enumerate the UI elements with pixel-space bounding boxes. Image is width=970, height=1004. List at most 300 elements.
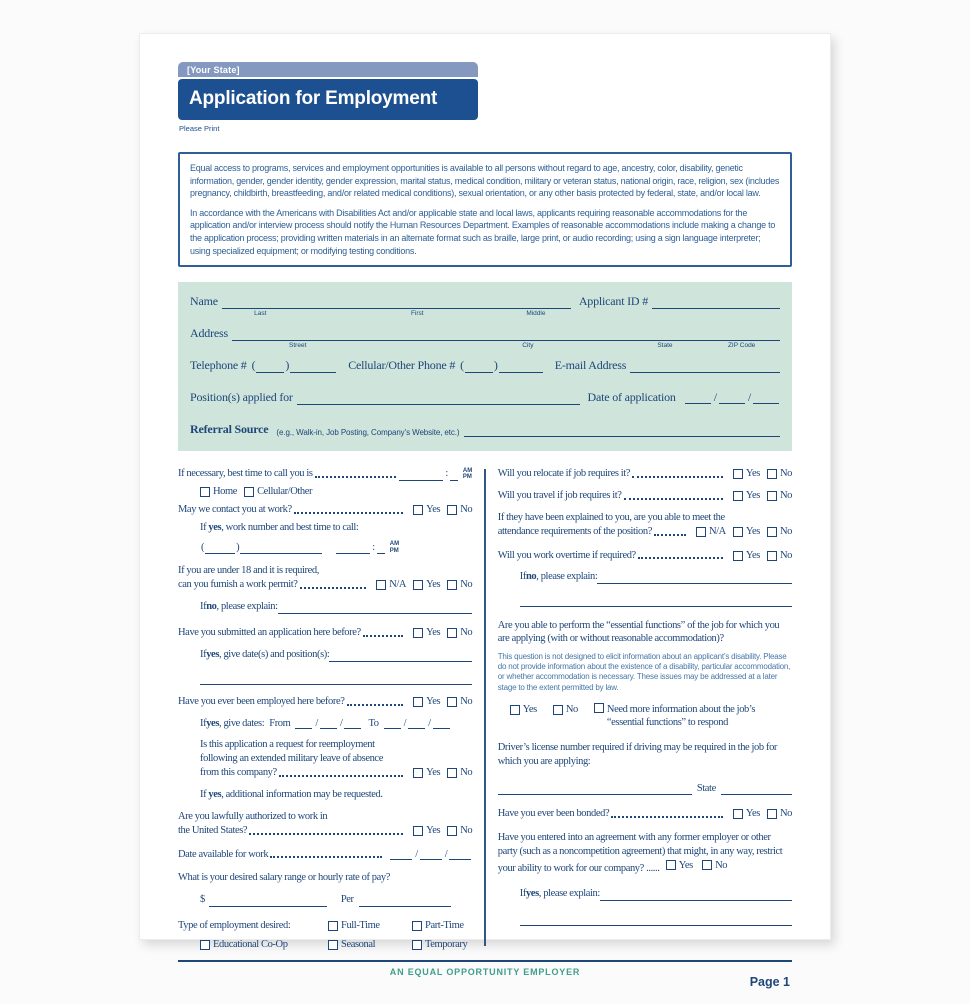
relocate-no-checkbox[interactable]	[767, 467, 792, 481]
attendance-question-line2	[498, 525, 792, 539]
date-available-field[interactable]	[389, 848, 472, 862]
best-time-minutes-field[interactable]	[450, 472, 458, 481]
checkbox-box	[413, 826, 423, 836]
referral-source-note: (e.g., Walk-in, Job Posting, Company’s Website, etc.)	[276, 428, 460, 438]
essential-functions-answers	[510, 703, 792, 729]
questions-section	[178, 467, 792, 952]
checkbox-box	[447, 580, 457, 590]
slash-separator: /	[428, 717, 431, 729]
checkbox-label: Seasonal	[341, 939, 376, 951]
checkbox-box	[696, 527, 706, 537]
page-number: Page 1	[749, 974, 790, 989]
bonded-no-checkbox[interactable]	[767, 807, 792, 821]
checkbox-box	[767, 551, 777, 561]
question-text: Have you ever been employed here before?	[178, 695, 345, 707]
note-text: If	[200, 789, 209, 801]
cellular-area-code-field[interactable]	[465, 364, 493, 373]
open-paren: (	[201, 541, 205, 553]
checkbox-label: No	[460, 503, 473, 515]
dotted-leader	[347, 704, 404, 706]
work-permit-yes-checkbox[interactable]	[413, 578, 440, 592]
dates-positions-field-line2[interactable]	[200, 676, 472, 685]
dotted-leader	[363, 635, 403, 637]
checkbox-label: Yes	[745, 490, 760, 502]
note-text: If	[200, 648, 207, 660]
checkbox-label: Need more information about the job’s “essential functions” to respond	[606, 704, 756, 729]
best-time-to-call-question	[178, 467, 472, 481]
authorized-question-line2	[178, 824, 472, 838]
phone-type-checkboxes	[200, 485, 472, 499]
cellular-other-checkbox[interactable]	[244, 485, 312, 499]
checkbox-label: No	[779, 525, 792, 537]
slash-separator: /	[444, 848, 448, 860]
address-sublabels	[232, 342, 780, 350]
state-tag: [Your State]	[178, 62, 478, 77]
note-text: , give date(s) and position(s):	[219, 648, 330, 660]
date-of-application-field[interactable]	[684, 390, 780, 405]
dotted-leader	[632, 476, 723, 478]
question-text: Date available for work	[178, 848, 269, 860]
part-time-checkbox[interactable]	[412, 919, 472, 933]
attendance-yes-checkbox[interactable]	[733, 525, 760, 539]
checkbox-box	[447, 768, 457, 778]
work-best-time-field[interactable]	[336, 545, 370, 554]
to-label: To	[368, 717, 379, 729]
from-label: From	[269, 717, 291, 729]
work-number-row	[200, 541, 472, 555]
date-available-question	[178, 848, 472, 862]
question-text: Will you travel if job requires it?	[497, 490, 622, 502]
checkbox-label: Educational Co-Op	[213, 939, 288, 951]
checkbox-label: Home	[213, 486, 238, 498]
date-segment[interactable]	[320, 720, 337, 729]
question-text: attendance requirements of the position?	[497, 525, 653, 537]
cellular-number-field[interactable]	[499, 364, 543, 373]
left-question-column	[178, 467, 472, 952]
name-row	[190, 294, 780, 318]
dotted-leader	[249, 833, 403, 835]
referral-source-field[interactable]	[464, 428, 781, 437]
checkbox-box	[733, 551, 743, 561]
note-text: , additional information may be requested.	[221, 789, 383, 801]
checkbox-box	[767, 527, 777, 537]
bonded-yes-checkbox[interactable]	[733, 807, 760, 821]
full-time-checkbox[interactable]	[328, 919, 412, 933]
per-label: Per	[340, 894, 354, 906]
note-text: , please explain:	[538, 888, 600, 900]
referral-row	[190, 422, 780, 437]
noncompete-explain-continuation	[520, 917, 792, 926]
travel-yes-checkbox[interactable]	[733, 489, 760, 503]
noncompete-question	[498, 831, 792, 875]
license-state-label: State	[696, 782, 716, 794]
positions-applied-label: Position(s) applied for	[190, 390, 293, 405]
overtime-no-checkbox[interactable]	[767, 549, 792, 563]
am-label: AM	[462, 467, 473, 474]
date-segment[interactable]	[384, 720, 401, 729]
name-sublabels	[222, 310, 571, 318]
checkbox-box	[328, 921, 338, 931]
best-time-field[interactable]	[399, 472, 443, 481]
cellular-label: Cellular/Other Phone #	[348, 358, 456, 373]
checkbox-label: No	[460, 579, 473, 591]
please-print-note: Please Print	[179, 124, 220, 133]
travel-no-checkbox[interactable]	[767, 489, 792, 503]
checkbox-label: Yes	[745, 808, 760, 820]
close-paren: )	[493, 358, 498, 373]
question-text: Will you relocate if job requires it?	[497, 468, 631, 480]
temporary-checkbox[interactable]	[412, 938, 472, 952]
work-permit-explain-field[interactable]	[278, 605, 473, 614]
to-date-field[interactable]	[383, 717, 451, 731]
dotted-leader	[654, 534, 686, 536]
date-month-field[interactable]	[685, 395, 711, 404]
checkbox-box	[447, 628, 457, 638]
date-segment[interactable]	[344, 720, 361, 729]
slash-separator: /	[403, 717, 407, 729]
checkbox-box	[767, 491, 777, 501]
slash-separator: /	[339, 717, 343, 729]
open-paren: (	[460, 358, 464, 373]
checkbox-box	[328, 940, 338, 950]
checkbox-box	[702, 860, 712, 870]
dotted-leader	[624, 498, 723, 500]
note-text: If	[200, 601, 207, 613]
checkbox-box	[376, 580, 386, 590]
authorized-no-checkbox[interactable]	[447, 824, 472, 838]
checkbox-box	[413, 697, 423, 707]
checkbox-box	[413, 580, 423, 590]
sublabel-zip: ZIP Code	[727, 342, 756, 350]
dotted-leader	[294, 512, 403, 514]
checkbox-label: Yes	[426, 579, 441, 591]
dotted-leader	[279, 775, 403, 777]
positions-applied-field[interactable]	[297, 396, 580, 405]
work-permit-na-checkbox[interactable]	[376, 578, 406, 592]
am-pm-label	[390, 541, 399, 554]
date-segment[interactable]	[390, 851, 412, 860]
employed-before-question	[178, 695, 472, 709]
checkbox-label: No	[779, 549, 792, 561]
work-best-time-minutes-field[interactable]	[377, 545, 385, 554]
sublabel-city: City	[522, 342, 534, 350]
reemployment-question-line1: Is this application a request for reemployment	[200, 739, 375, 751]
drivers-license-question: Driver’s license number required if driving may be required in the job for which you are applying:	[497, 742, 778, 767]
checkbox-box	[447, 826, 457, 836]
note-bold: yes	[206, 717, 219, 729]
note-text: If	[200, 717, 207, 729]
date-segment[interactable]	[420, 851, 442, 860]
salary-period-field[interactable]	[359, 898, 451, 907]
checkbox-box	[553, 705, 563, 715]
applicant-id-label: Applicant ID #	[578, 294, 648, 309]
overtime-explain-continuation	[520, 598, 792, 607]
checkbox-label: Yes	[745, 549, 760, 561]
checkbox-label: No	[715, 859, 728, 871]
question-text: Have you ever been bonded?	[497, 808, 610, 820]
slash-separator: /	[747, 390, 751, 405]
checkbox-label: N/A	[708, 525, 726, 537]
address-label: Address	[190, 326, 228, 341]
work-permit-explain-row	[200, 600, 472, 614]
checkbox-label: Part-Time	[425, 920, 464, 932]
note-text: , please explain:	[536, 571, 598, 583]
referral-source-label: Referral Source	[190, 422, 269, 437]
checkbox-label: Yes	[426, 695, 441, 707]
reemployment-question-line3	[200, 766, 472, 780]
email-field[interactable]	[630, 364, 780, 373]
note-bold: yes	[208, 789, 222, 801]
checkbox-box	[767, 809, 777, 819]
telephone-area-code-field[interactable]	[256, 364, 284, 373]
dates-positions-field[interactable]	[329, 653, 472, 662]
am-label: AM	[389, 541, 400, 548]
telephone-number-field[interactable]	[290, 364, 336, 373]
checkbox-label: Yes	[745, 525, 760, 537]
applicant-id-field[interactable]	[652, 300, 780, 309]
work-permit-no-checkbox[interactable]	[447, 578, 472, 592]
note-bold: yes	[208, 521, 222, 533]
eeo-notice-paragraph-2: In accordance with the Americans with Disabilities Act and/or applicable state and local laws, applicants requiring reasonable accommodations for the application and/or interview process should notify the Human Resources Department. Examples of reasonable accommodations include making a change to the application process; providing written materials in an alternate format such as braille, large print, or audio recording; using a sign language interpreter; using specialized equipment; or modifying testing conditions.	[190, 207, 776, 256]
question-text: from this company?	[200, 767, 277, 779]
note-text: If	[519, 888, 526, 900]
date-segment[interactable]	[449, 851, 471, 860]
dotted-leader	[300, 587, 367, 589]
essential-need-more-info-checkbox[interactable]	[594, 703, 775, 729]
name-field[interactable]	[222, 300, 571, 318]
checkbox-label: Cellular/Other	[257, 486, 313, 498]
educational-coop-checkbox[interactable]	[200, 938, 328, 952]
checkbox-label: No	[779, 808, 792, 820]
pm-label: PM	[462, 474, 472, 481]
checkbox-label: Yes	[522, 704, 537, 716]
employment-type-label: Type of employment desired:	[178, 920, 291, 932]
note-text: If	[200, 521, 209, 533]
essential-functions-fine-print: This question is not designed to elicit information about an applicant’s disability. Please do not provide information about the existence of a disability, particular accommodation, or whether accommodation is necessary. These issues may be addressed at a later stage to the extent permitted by law.	[497, 651, 791, 692]
column-divider	[484, 469, 486, 946]
checkbox-box	[733, 469, 743, 479]
essential-functions-question: Are you able to perform the “essential functions” of the job for which you are applying (with or without reasonable accommodation)?	[497, 620, 780, 645]
date-segment[interactable]	[295, 720, 312, 729]
checkbox-box	[510, 705, 520, 715]
checkbox-box	[447, 505, 457, 515]
employed-before-no-checkbox[interactable]	[447, 695, 472, 709]
dotted-leader	[638, 557, 723, 559]
overtime-question	[498, 549, 792, 563]
checkbox-label: Yes	[745, 468, 760, 480]
close-paren: )	[285, 358, 290, 373]
checkbox-label: No	[565, 704, 578, 716]
question-text: Have you submitted an application here before?	[178, 627, 361, 639]
noncompete-yes-checkbox[interactable]	[666, 859, 693, 873]
essential-no-checkbox[interactable]	[553, 703, 578, 717]
dates-positions-continuation	[200, 676, 472, 685]
essential-yes-checkbox[interactable]	[510, 703, 537, 717]
checkbox-label: No	[460, 627, 473, 639]
am-pm-label	[463, 468, 472, 481]
note-bold: no	[525, 571, 537, 583]
sublabel-last: Last	[254, 310, 267, 318]
email-label: E-mail Address	[554, 358, 627, 373]
attendance-na-checkbox[interactable]	[696, 525, 726, 539]
slash-separator: /	[315, 717, 318, 729]
reemployment-yes-checkbox[interactable]	[413, 766, 440, 780]
question-text: can you furnish a work permit?	[178, 579, 298, 591]
note-text: , please explain:	[216, 601, 278, 613]
checkbox-box	[413, 768, 423, 778]
checkbox-label: Yes	[426, 627, 441, 639]
relocate-yes-checkbox[interactable]	[733, 467, 760, 481]
employed-before-yes-checkbox[interactable]	[413, 695, 440, 709]
checkbox-label: No	[460, 767, 473, 779]
address-row	[190, 326, 780, 350]
attendance-question-line1: If they have been explained to you, are you able to meet the	[497, 511, 725, 523]
question-text: Will you work overtime if required?	[497, 549, 636, 561]
work-area-code-field[interactable]	[205, 545, 235, 554]
reemployment-question-line2: following an extended military leave of absence	[200, 753, 383, 765]
checkbox-label: Temporary	[425, 939, 468, 951]
from-date-field[interactable]	[294, 717, 362, 731]
date-segment[interactable]	[408, 720, 425, 729]
address-field[interactable]	[232, 332, 780, 350]
date-year-field[interactable]	[753, 395, 779, 404]
checkbox-label: No	[460, 824, 473, 836]
under-18-question-line1: If you are under 18 and it is required,	[178, 565, 319, 577]
name-label: Name	[190, 294, 218, 309]
drivers-license-number-field[interactable]	[498, 786, 692, 795]
checkbox-box	[200, 487, 210, 497]
checkbox-label: Yes	[426, 767, 441, 779]
work-permit-question	[178, 578, 472, 592]
colon: :	[372, 541, 375, 553]
travel-question	[498, 489, 792, 503]
pm-label: PM	[389, 547, 399, 554]
checkbox-box	[666, 860, 676, 870]
question-text: Have you entered into an agreement with any former employer or other party (such as a noncompetition agreement) that might, in any way, restrict your ability to work for our company? ......	[497, 832, 783, 874]
drivers-license-row	[498, 782, 792, 796]
checkbox-label: No	[460, 695, 473, 707]
note-bold: yes	[525, 888, 539, 900]
dotted-leader	[611, 816, 723, 818]
question-text: the United States?	[178, 824, 248, 836]
sublabel-street: Street	[289, 342, 307, 350]
dates-positions-row	[200, 648, 472, 662]
salary-question: What is your desired salary range or hourly rate of pay?	[178, 872, 391, 884]
position-row	[190, 390, 780, 405]
employment-type-group	[178, 919, 472, 952]
salary-amount-field[interactable]	[209, 898, 327, 907]
contact-at-work-question	[178, 503, 472, 517]
checkbox-box	[412, 940, 422, 950]
home-checkbox[interactable]	[200, 485, 237, 499]
applicant-identity-section	[178, 282, 792, 451]
contact-at-work-no-checkbox[interactable]	[447, 503, 472, 517]
overtime-explain-field[interactable]	[597, 575, 792, 584]
sublabel-middle: Middle	[526, 310, 546, 318]
contact-at-work-yes-checkbox[interactable]	[413, 503, 440, 517]
work-number-field[interactable]	[240, 545, 322, 554]
sublabel-state: State	[657, 342, 673, 350]
note-bold: yes	[206, 648, 219, 660]
dotted-leader	[315, 476, 397, 478]
relocate-question	[498, 467, 792, 481]
submitted-before-no-checkbox[interactable]	[447, 626, 472, 640]
if-yes-work-number-note	[200, 521, 472, 535]
checkbox-label: No	[779, 490, 792, 502]
date-day-field[interactable]	[719, 395, 745, 404]
checkbox-box	[767, 469, 777, 479]
checkbox-label: Yes	[678, 859, 693, 871]
checkbox-box	[733, 809, 743, 819]
noncompete-explain-row	[520, 887, 792, 901]
checkbox-box	[200, 940, 210, 950]
bonded-question	[498, 807, 792, 821]
note-text: If	[519, 571, 526, 583]
eeo-notice-paragraph-1: Equal access to programs, services and employment opportunities is available to all persons without regard to age, ancestry, color, disability, genetic information, gender, gender identity, gender expression, marital status, medical condition, military or veteran status, national origin, race, religion, sex (includes pregnancy, childbirth, breastfeeding, and/or related medical conditions), sexual orientation, or any other basis protected by federal, state, and/or local law.	[190, 163, 780, 199]
application-form-page	[139, 33, 831, 989]
noncompete-no-checkbox[interactable]	[702, 859, 727, 873]
date-of-application-label: Date of application	[587, 390, 676, 405]
license-state-field[interactable]	[721, 786, 792, 795]
checkbox-label: N/A	[389, 579, 407, 591]
employment-dates-row	[200, 717, 472, 731]
authorized-question-line1: Are you lawfully authorized to work in	[178, 810, 328, 822]
noncompete-explain-field-line2[interactable]	[520, 917, 792, 926]
authorized-yes-checkbox[interactable]	[413, 824, 440, 838]
page-title: Application for Employment	[178, 79, 478, 120]
checkbox-box	[447, 697, 457, 707]
right-question-column	[498, 467, 792, 952]
dotted-leader	[270, 856, 382, 858]
close-paren: )	[236, 541, 240, 553]
note-text: , give dates:	[219, 717, 265, 729]
checkbox-label: Yes	[426, 824, 441, 836]
reemployment-no-checkbox[interactable]	[447, 766, 472, 780]
note-text: , work number and best time to call:	[221, 521, 359, 533]
date-segment[interactable]	[433, 720, 450, 729]
slash-separator: /	[415, 848, 418, 860]
open-paren: (	[251, 358, 256, 373]
checkbox-label: Full-Time	[341, 920, 380, 932]
submitted-before-question	[178, 626, 472, 640]
checkbox-box	[413, 505, 423, 515]
submitted-before-yes-checkbox[interactable]	[413, 626, 440, 640]
checkbox-label: Yes	[426, 503, 441, 515]
seasonal-checkbox[interactable]	[328, 938, 412, 952]
salary-row	[200, 893, 472, 907]
reemployment-additional-note	[200, 788, 472, 802]
checkbox-box	[733, 527, 743, 537]
form-header	[178, 62, 478, 133]
checkbox-box	[412, 921, 422, 931]
overtime-explain-row	[520, 570, 792, 584]
question-text: If necessary, best time to call you is	[178, 468, 313, 480]
noncompete-explain-field[interactable]	[600, 892, 792, 901]
attendance-no-checkbox[interactable]	[767, 525, 792, 539]
checkbox-box	[594, 703, 604, 713]
slash-separator: /	[713, 390, 717, 405]
checkbox-box	[244, 487, 254, 497]
equal-opportunity-text: AN EQUAL OPPORTUNITY EMPLOYER	[389, 966, 581, 977]
telephone-label: Telephone #	[190, 358, 247, 373]
checkbox-box	[733, 491, 743, 501]
overtime-yes-checkbox[interactable]	[733, 549, 760, 563]
checkbox-box	[413, 628, 423, 638]
overtime-explain-field-line2[interactable]	[520, 598, 792, 607]
colon: :	[445, 468, 448, 480]
eeo-notice-box	[178, 152, 792, 267]
checkbox-label: No	[779, 468, 792, 480]
